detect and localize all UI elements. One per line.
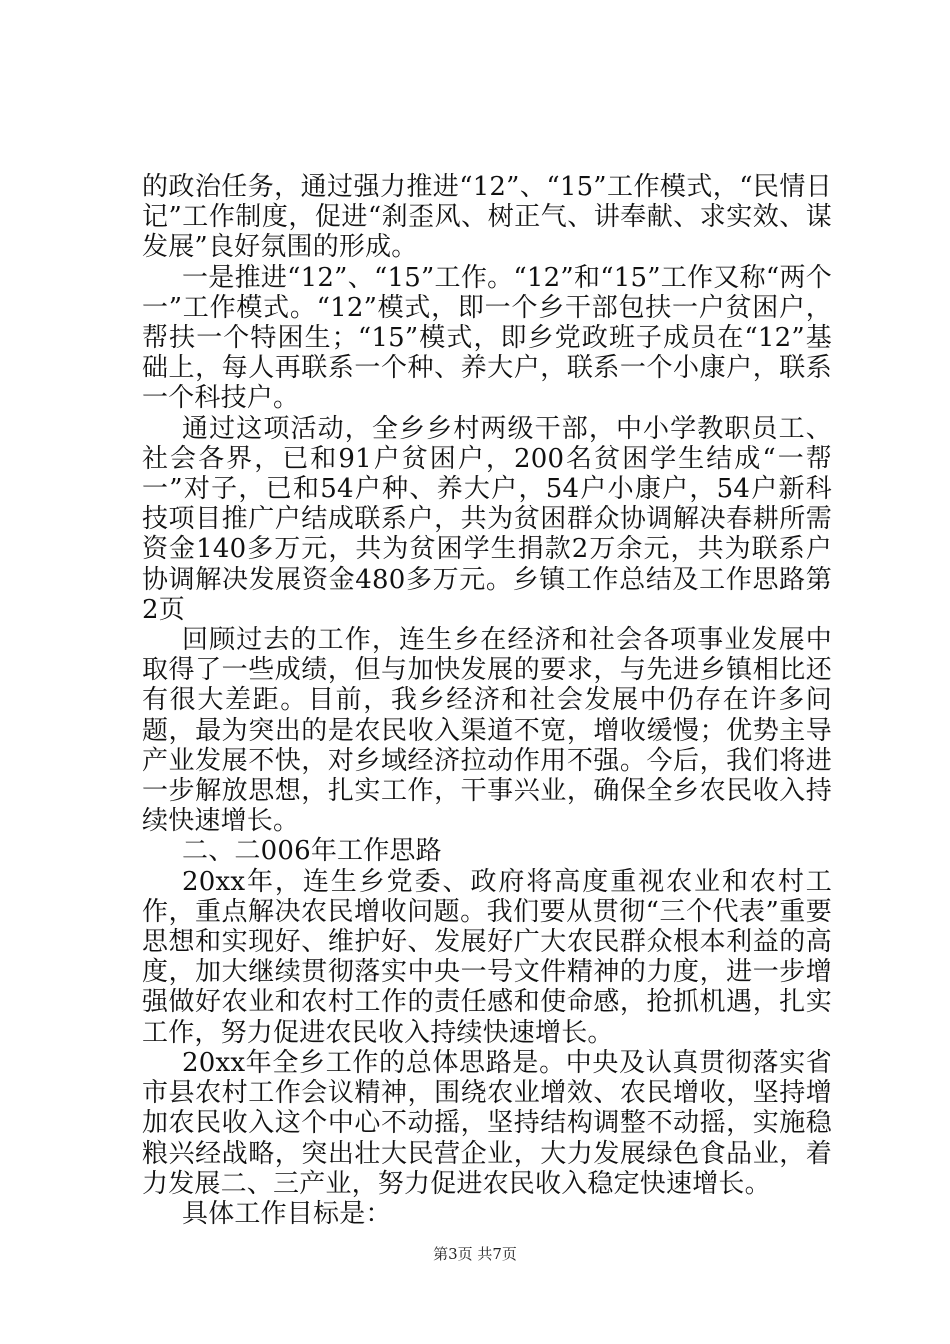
paragraph-overall-approach: 20xx年全乡工作的总体思路是。中央及认真贯彻落实省市县农村工作会议精神，围绕农业增效、农民增收，坚持增加农民收入这个中心不动摇，坚持结构调整不动摇，实施稳粮兴经战略，突出壮大民营企业，大力发展绿色食品业，着力发展二、三产业，努力促进农民收入稳定快速增长。 [142,1047,832,1199]
paragraph-review: 回顾过去的工作，连生乡在经济和社会各项事业发展中取得了一些成绩，但与加快发展的要求，与先进乡镇相比还有很大差距。目前，我乡经济和社会发展中仍存在许多问题，最为突出的是农民收入渠道不宽，增收缓慢；优势主导产业发展不快，对乡域经济拉动作用不强。今后，我们将进一步解放思想，扎实工作，干事兴业，确保全乡农民收入持续快速增长。 [142,625,832,837]
paragraph-specific-goals: 具体工作目标是： [182,1198,392,1229]
paragraph-continuation: 的政治任务，通过强力推进“12”、“15”工作模式，“民情日记”工作制度，促进“刹歪风、树正气、讲奉献、求实效、谋发展”良好氛围的形成。 [142,172,832,263]
document-body [142,172,832,1229]
page-number-footer: 第3页 共7页 [433,1245,517,1263]
paragraph-12-15-work: 一是推进“12”、“15”工作。“12”和“15”工作又称“两个一”工作模式。“12”模式，即一个乡干部包扶一户贫困户，帮扶一个特困生；“15”模式，即乡党政班子成员在“12”基础上，每人再联系一个种、养大户，联系一个小康户，联系一个科技户。 [142,262,832,414]
paragraph-activity-results: 通过这项活动，全乡乡村两级干部，中小学教职员工、社会各界，已和91户贫困户，200名贫困学生结成“一帮一”对子，已和54户种、养大户，54户小康户，54户新科技项目推广户结成联系户，共为贫困群众协调解决春耕所需资金140多万元，共为贫困学生捐款2万余元，共为联系户协调解决发展资金480多万元。乡镇工作总结及工作思路第2页 [142,413,832,625]
paragraph-priorities: 20xx年，连生乡党委、政府将高度重视农业和农村工作，重点解决农民增收问题。我们要从贯彻“三个代表”重要思想和实现好、维护好、发展好广大农民群众根本利益的高度，加大继续贯彻落实中央一号文件精神的力度，进一步增强做好农业和农村工作的责任感和使命感，抢抓机遇，扎实工作，努力促进农民收入持续快速增长。 [142,866,832,1048]
section-heading-work-plan: 二、二006年工作思路 [182,836,442,867]
